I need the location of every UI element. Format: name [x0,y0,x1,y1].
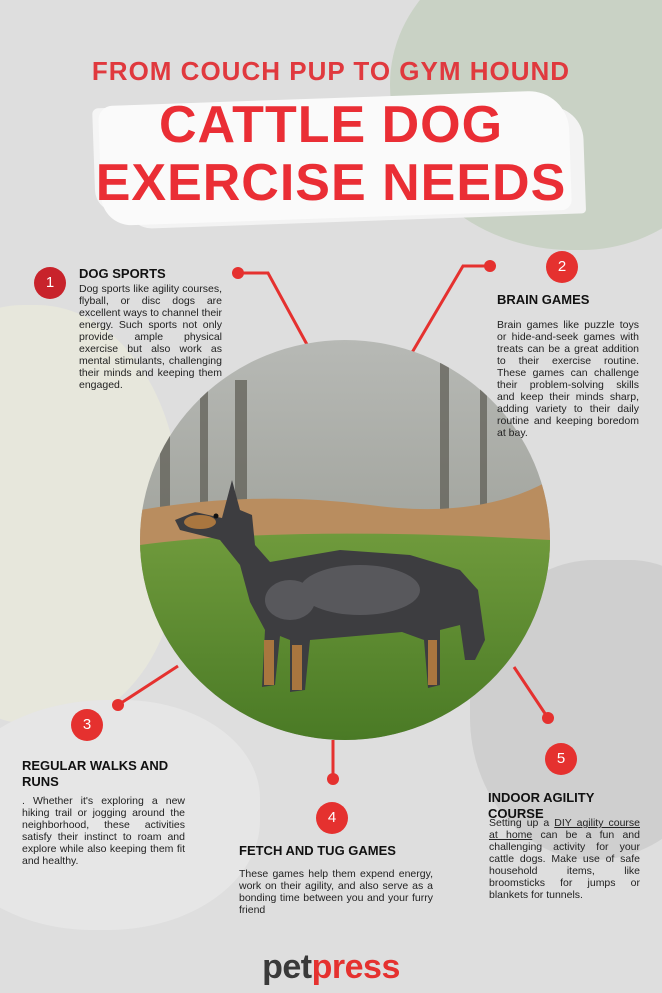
connector-line-5 [514,667,548,718]
connector-dot [542,712,554,724]
connector-line-3 [118,666,178,705]
connector-line-2 [410,266,490,356]
connector-dot [327,773,339,785]
section-heading-dog-sports: DOG SPORTS [79,266,166,281]
petpress-logo: petpress [262,948,400,986]
step-number-5: 5 [545,743,577,775]
section-heading-agility-course: INDOOR AGILITY COURSE [488,790,595,821]
section-text-agility-course: Setting up a DIY agility course at home can be a fun and challenging activity for your cattle dogs. Make use of safe household items, like broomsticks for jumps or blankets for tunnels. [489,817,640,901]
title-line-1: CATTLE DOG [158,96,504,154]
dog-photo [140,340,550,740]
step-number-2: 2 [546,251,578,283]
cattle-dog-image [140,340,550,740]
connector-line-1 [238,273,310,350]
diy-agility-course-link[interactable]: DIY agility course at home [489,817,640,841]
section-text-dog-sports: Dog sports like agility courses, flyball, or disc dogs are excellent ways to channel their energy. Such sports not only provide ample physical exercise but also work as mental stimulants, challenging their minds and keeping them engaged. [79,283,222,391]
section-text-brain-games: Brain games like puzzle toys or hide-and-seek games with treats can be a great addition to their exercise routine. These games can challenge their problem-solving skills and keep their minds sharp, adding variety to their daily routine and keeping boredom at bay. [497,319,639,439]
section-text-fetch-tug: These games help them expend energy, work on their agility, and also serve as a bonding time between you and your furry friend [239,868,433,916]
connector-dot [484,260,496,272]
step-number-1: 1 [34,267,66,299]
section-text-walks-runs: . Whether it's exploring a new hiking trail or jogging around the neighborhood, these activities satisfy their instinct to roam and explore while also keeping them fit and healthy. [22,795,185,867]
section-heading-fetch-tug: FETCH AND TUG GAMES [239,843,396,858]
section-heading-walks-runs: REGULAR WALKS AND RUNS [22,758,169,789]
connector-dot [112,699,124,711]
step-number-3: 3 [71,709,103,741]
section-heading-brain-games: BRAIN GAMES [497,292,590,307]
title-line-2: EXERCISE NEEDS [95,154,567,212]
step-number-4: 4 [316,802,348,834]
subtitle: FROM COUCH PUP TO GYM HOUND [91,56,571,86]
